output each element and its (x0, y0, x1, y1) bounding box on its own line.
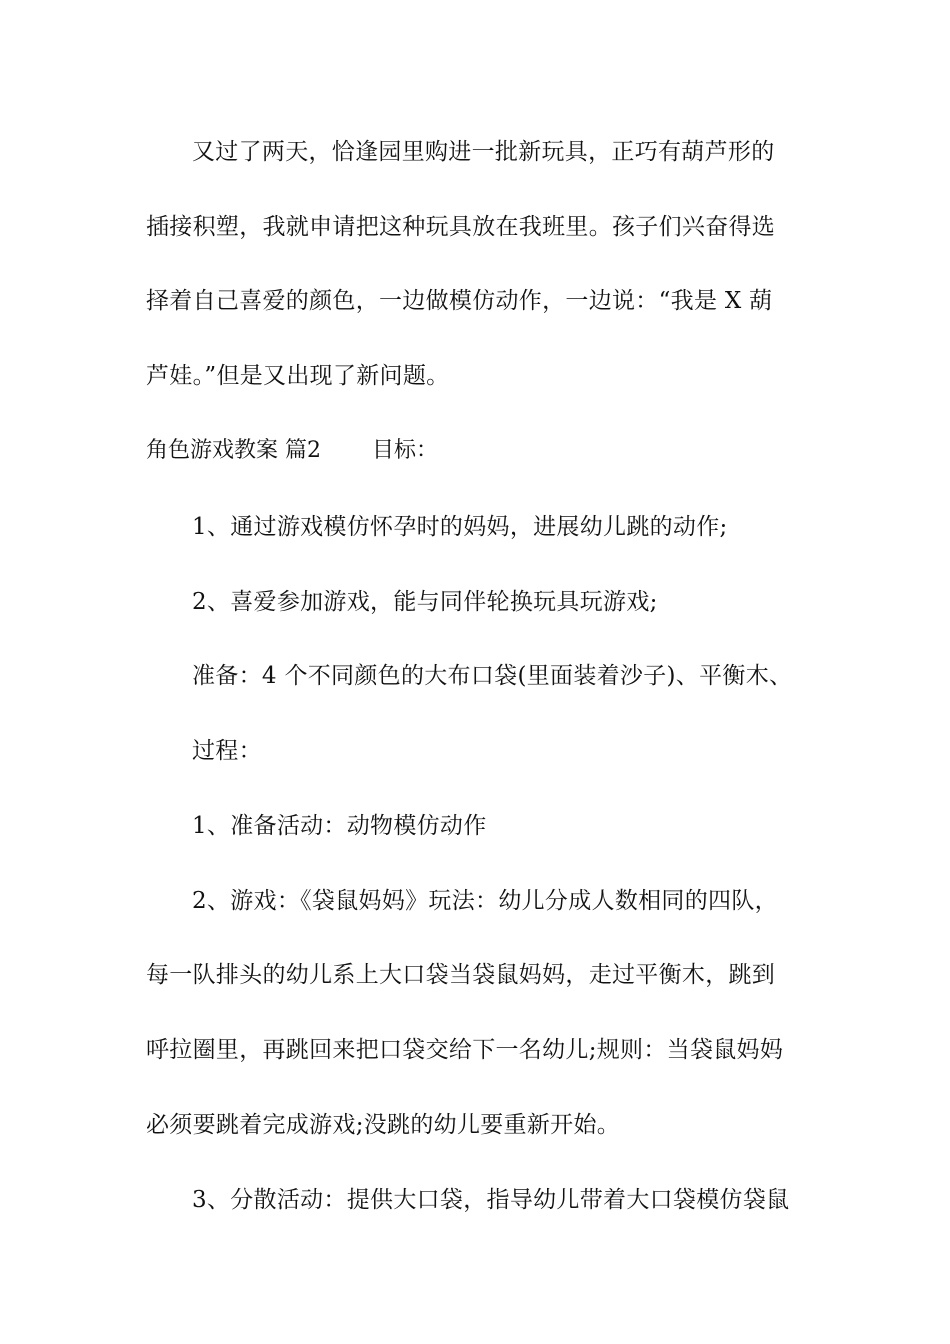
process-label: 过程： (192, 738, 262, 764)
step-item: 3、分散活动：提供大口袋，指导幼儿带着大口袋模仿袋鼠 (192, 1187, 790, 1213)
step-line: 呼拉圈里，再跳回来把口袋交给下一名幼儿;规则：当袋鼠妈妈 (146, 1037, 784, 1063)
step-item: 1、准备活动：动物模仿动作 (192, 813, 487, 839)
paragraph-line: 芦娃。”但是又出现了新问题。 (146, 363, 450, 389)
goal-label: 目标： (372, 438, 439, 463)
step-line: 每一队排头的幼儿系上大口袋当袋鼠妈妈，走过平衡木，跳到 (146, 962, 776, 988)
step-line: 必须要跳着完成游戏;没跳的幼儿要重新开始。 (146, 1112, 621, 1138)
paragraph-line: 择着自己喜爱的颜色，一边做模仿动作，一边说：“我是 X 葫 (146, 288, 773, 314)
paragraph-line: 插接积塑，我就申请把这种玩具放在我班里。孩子们兴奋得选 (146, 214, 776, 240)
step-line: 2、游戏：《袋鼠妈妈》玩法：幼儿分成人数相同的四队， (192, 888, 778, 914)
goal-item: 1、通过游戏模仿怀孕时的妈妈，进展幼儿跳的动作; (192, 514, 728, 540)
preparation-text: 准备：4 个不同颜色的大布口袋(里面装着沙子)、平衡木、 (192, 663, 793, 689)
paragraph-line: 又过了两天，恰逢园里购进一批新玩具，正巧有葫芦形的 (192, 139, 775, 165)
section-title: 角色游戏教案 篇2 (146, 438, 321, 463)
section-heading (146, 436, 816, 466)
goal-item: 2、喜爱参加游戏，能与同伴轮换玩具玩游戏; (192, 589, 658, 615)
